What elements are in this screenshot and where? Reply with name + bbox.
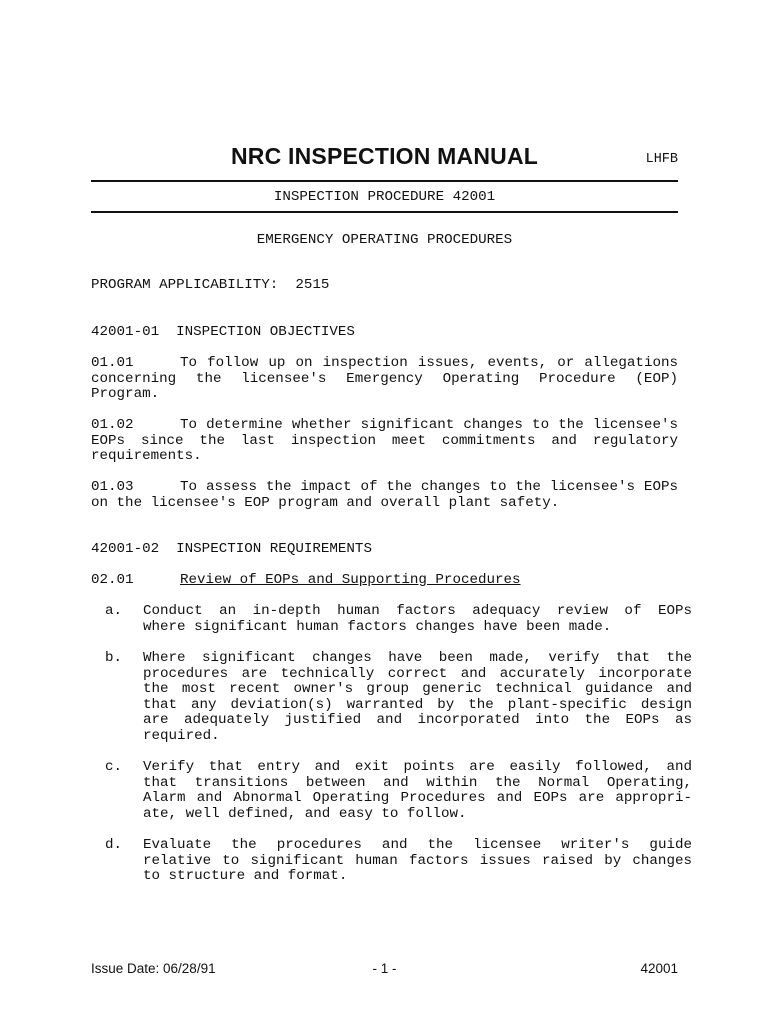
item-text: procedures are technically correct and accurately incorporate <box>143 665 692 682</box>
item-text: Verify that entry and exit points are easily followed, and <box>143 759 692 775</box>
item-text: are adequately justified and incorporated into the EOPs as <box>143 712 692 728</box>
procedure-number: INSPECTION PROCEDURE 42001 <box>273 189 496 205</box>
manual-code: LHFB <box>645 152 678 167</box>
item-text: the most recent owner's group generic technical guidance and <box>143 681 692 697</box>
item-text: ate, well defined, and easy to follow. <box>143 805 467 822</box>
section-heading-requirements: 42001-02 INSPECTION REQUIREMENTS <box>91 541 372 557</box>
header-rule-bottom <box>91 211 678 213</box>
item-letter: a. <box>105 603 123 619</box>
item-text: relative to significant human factors issues raised by changes <box>143 852 692 869</box>
section-heading-objectives: 42001-01 INSPECTION OBJECTIVES <box>91 324 355 340</box>
footer-procedure-number: 42001 <box>640 961 678 976</box>
item-text: where significant human factors changes have been made. <box>143 618 612 635</box>
objective-01-02 <box>91 418 678 465</box>
item-text: that any deviation(s) warranted by the plant-specific design <box>143 696 692 713</box>
item-letter: c. <box>105 759 123 775</box>
item-text: that transitions between and within the Normal Operating, <box>143 774 692 791</box>
item-text: Conduct an in-depth human factors adequacy review of EOPs <box>143 603 692 619</box>
paragraph-text: requirements. <box>91 448 202 464</box>
manual-title: NRC INSPECTION MANUAL <box>230 143 539 169</box>
paragraph-number: 01.03 <box>91 479 134 495</box>
subsection-02-01 <box>91 573 678 589</box>
item-text: Where significant changes have been made, verify that the <box>143 650 692 666</box>
page-number: - 1 - <box>372 961 397 976</box>
subsection-title: Review of EOPs and Supporting Procedures <box>180 572 521 588</box>
objective-01-03 <box>91 480 678 511</box>
program-applicability: PROGRAM APPLICABILITY: 2515 <box>91 277 330 293</box>
item-text: to structure and format. <box>143 868 348 884</box>
objective-01-01 <box>91 356 678 403</box>
header-rule-top <box>91 180 678 182</box>
paragraph-text: EOPs since the last inspection meet commitments and regulatory <box>91 432 678 449</box>
paragraph-text: Program. <box>91 386 160 402</box>
paragraph-text: on the licensee's EOP program and overall plant safety. <box>91 494 560 511</box>
paragraph-text: To follow up on inspection issues, events, or allegations <box>180 355 678 371</box>
document-title: EMERGENCY OPERATING PROCEDURES <box>256 232 513 248</box>
paragraph-text: concerning the licensee's Emergency Operating Procedure (EOP) <box>91 370 678 387</box>
issue-date: Issue Date: 06/28/91 <box>91 961 216 976</box>
item-letter: d. <box>105 837 123 853</box>
subsection-number: 02.01 <box>91 572 134 588</box>
item-text: Evaluate the procedures and the licensee writer's guide <box>143 837 692 853</box>
paragraph-text: To assess the impact of the changes to the licensee's EOPs <box>180 479 678 495</box>
item-text: required. <box>143 727 220 744</box>
document-page <box>91 0 692 1024</box>
paragraph-text: To determine whether significant changes to the licensee's <box>180 417 678 433</box>
paragraph-number: 01.02 <box>91 417 134 433</box>
item-text: Alarm and Abnormal Operating Procedures and EOPs are appropri- <box>143 790 692 806</box>
manual-header <box>91 143 678 179</box>
paragraph-number: 01.01 <box>91 355 134 371</box>
page-footer <box>91 961 678 981</box>
item-letter: b. <box>105 650 123 666</box>
